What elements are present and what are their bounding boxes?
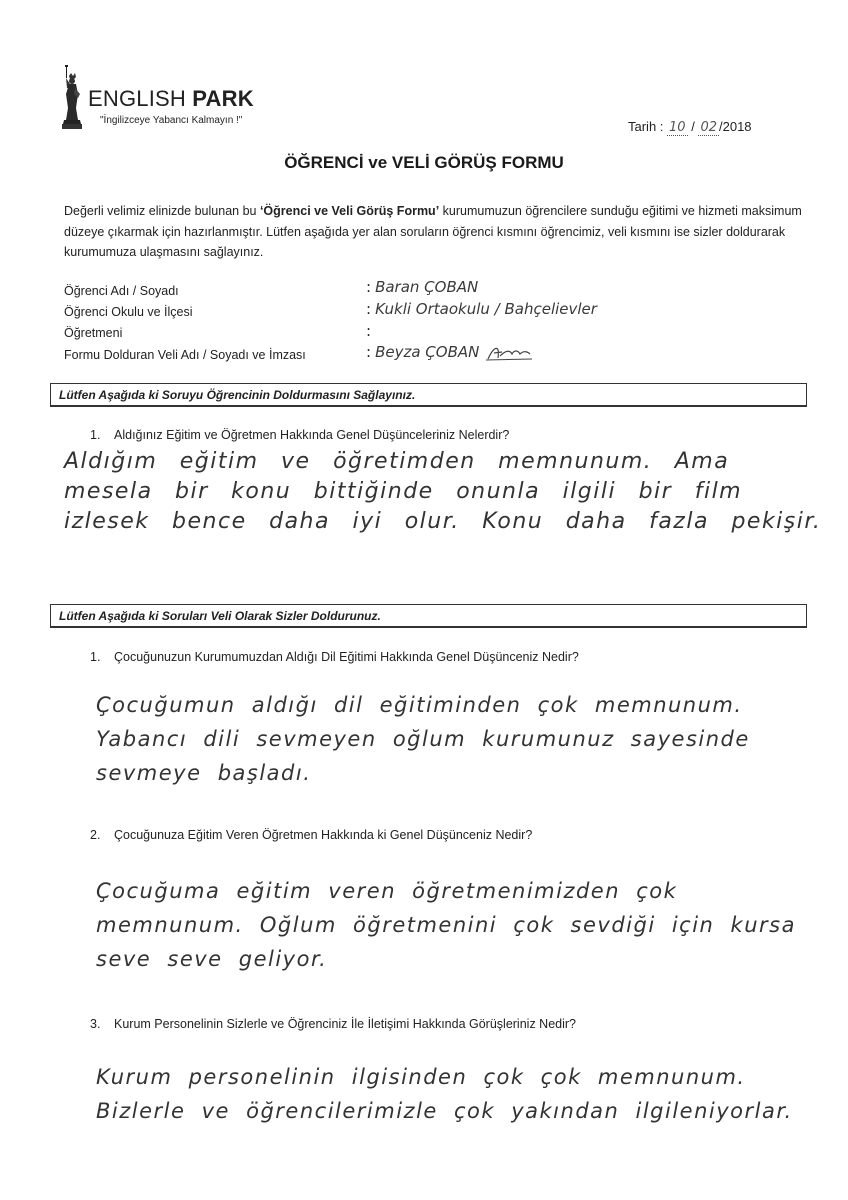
field-label-school: Öğrenci Okulu ve İlçesi xyxy=(64,305,193,319)
parent-name-value: Beyza ÇOBAN xyxy=(375,343,480,361)
parent-answer-1[interactable]: Çocuğumun aldığı dil eğitiminden çok memnunum. Yabancı dili sevmeyen oğlum kurumunuz sayesinde sevmeye başladı. xyxy=(96,693,750,785)
field-label-teacher: Öğretmeni xyxy=(64,326,123,340)
date-month-field[interactable]: 02 xyxy=(700,120,717,135)
brand-name-bold: PARK xyxy=(192,86,254,111)
statue-of-liberty-icon xyxy=(60,64,84,130)
parent-question-2 xyxy=(90,828,532,842)
question-number: 1. xyxy=(90,650,101,664)
field-value-parent[interactable] xyxy=(366,343,534,362)
student-section-heading: Lütfen Aşağıda ki Soruyu Öğrencinin Doldurmasını Sağlayınız. xyxy=(50,383,807,407)
date-separator: / xyxy=(691,119,695,134)
intro-text-start: Değerli velimiz elinizde bulunan bu xyxy=(64,204,260,218)
date-year: /2018 xyxy=(719,119,752,134)
colon: : xyxy=(366,278,372,296)
parent-question-3 xyxy=(90,1017,576,1031)
field-value-student-name[interactable] xyxy=(366,278,478,296)
question-number: 2. xyxy=(90,828,101,842)
question-text: Çocuğunuza Eğitim Veren Öğretmen Hakkında ki Genel Düşünceniz Nedir? xyxy=(114,828,533,842)
intro-text-end: kurumumuzun öğrencilere sunduğu eğitimi ve hizmeti maksimum düzeye çıkarmak için hazırlanmıştır. Lütfen aşağıda yer alan soruların öğrenci kısmını öğrencimiz, veli kısmını ise sizler doldurarak kurumumuza ulaşmasını sağlayınız. xyxy=(64,204,802,259)
field-label-parent: Formu Dolduran Veli Adı / Soyadı ve İmzası xyxy=(64,348,306,362)
student-name-value: Baran ÇOBAN xyxy=(375,278,479,296)
parent-answer-2[interactable]: Çocuğuma eğitim veren öğretmenimizden çok memnunum. Oğlum öğretmenini çok sevdiği için kursa seve seve geliyor. xyxy=(96,879,796,971)
english-park-logo xyxy=(60,64,280,134)
date-day-field[interactable]: 10 xyxy=(669,120,686,135)
student-question-1 xyxy=(90,428,509,442)
brand-name xyxy=(88,86,254,112)
field-value-teacher[interactable] xyxy=(366,322,375,340)
signature-icon xyxy=(484,344,534,362)
colon: : xyxy=(366,322,372,340)
intro-paragraph xyxy=(64,201,804,263)
parent-section-heading: Lütfen Aşağıda ki Soruları Veli Olarak Sizler Doldurunuz. xyxy=(50,604,807,628)
form-date xyxy=(628,119,752,135)
brand-slogan: "İngilizceye Yabancı Kalmayın !" xyxy=(100,115,243,126)
field-value-school[interactable] xyxy=(366,300,597,318)
parent-answer-3[interactable]: Kurum personelinin ilgisinden çok çok memnunum. Bizlerle ve öğrencilerimizle çok yakından ilgileniyorlar. xyxy=(96,1065,793,1123)
intro-form-name: ‘Öğrenci ve Veli Görüş Formu’ xyxy=(259,204,440,218)
form-title: ÖĞRENCİ ve VELİ GÖRÜŞ FORMU xyxy=(284,153,564,172)
question-text: Kurum Personelinin Sizlerle ve Öğrenciniz İle İletişimi Hakkında Görüşleriniz Nedir? xyxy=(114,1017,576,1031)
date-label: Tarih : xyxy=(628,119,664,134)
parent-question-1 xyxy=(90,650,579,664)
brand-name-light: ENGLISH xyxy=(88,86,186,111)
field-label-student-name: Öğrenci Adı / Soyadı xyxy=(64,284,179,298)
question-text: Aldığınız Eğitim ve Öğretmen Hakkında Genel Düşünceleriniz Nelerdir? xyxy=(114,428,510,442)
colon: : xyxy=(366,343,372,361)
question-number: 3. xyxy=(90,1017,101,1031)
question-number: 1. xyxy=(90,428,101,442)
colon: : xyxy=(366,300,372,318)
student-answer-1[interactable]: Aldığım eğitim ve öğretimden memnunum. Ama mesela bir konu bittiğinde onunla ilgili bir film izlesek bence daha iyi olur. Konu daha fazla pekişir. xyxy=(64,449,822,534)
question-text: Çocuğunuzun Kurumumuzdan Aldığı Dil Eğitimi Hakkında Genel Düşünceniz Nedir? xyxy=(114,650,579,664)
school-value: Kukli Ortaokulu / Bahçelievler xyxy=(375,300,597,318)
